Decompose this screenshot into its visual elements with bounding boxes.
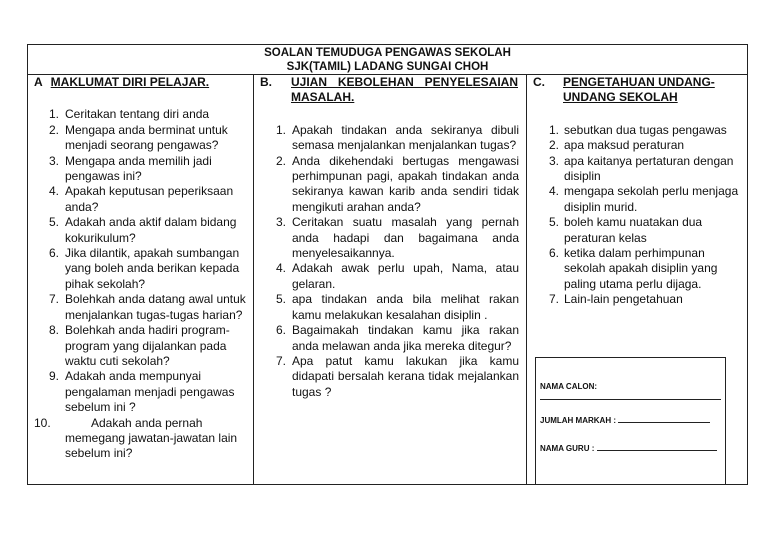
question-text: Adakah anda mempunyai pengalaman menjadi pengawas sebelum ini ? — [65, 369, 235, 415]
question-item — [28, 154, 253, 185]
question-item — [28, 184, 253, 215]
marks-label: JUMLAH MARKAH : — [540, 416, 616, 425]
question-text: Apa patut kamu lakukan jika kamu didapati bersalah kerana tidak mejalankan tugas ? — [292, 353, 519, 399]
school-name: SJK(TAMIL) LADANG SUNGAI CHOH — [286, 61, 489, 73]
question-item — [28, 323, 253, 369]
section-a-column — [28, 75, 254, 484]
question-item — [527, 138, 747, 153]
question-item — [254, 123, 526, 154]
question-text: mengapa sekolah perlu menjaga disiplin murid. — [564, 184, 739, 214]
section-b-column — [254, 75, 527, 484]
question-text: sebutkan dua tugas pengawas — [564, 122, 727, 137]
question-text: Bagaimakah tindakan kamu jika rakan anda melawan anda jika mereka ditegur? — [292, 323, 519, 353]
question-number: 7. — [275, 353, 286, 368]
question-number: 3. — [275, 215, 286, 230]
question-number: 4. — [548, 184, 559, 199]
section-a-letter: A — [34, 75, 43, 89]
question-item — [527, 246, 747, 292]
question-text: Adakah awak perlu upah, Nama, atau gelaran. — [292, 261, 519, 291]
marks-field[interactable] — [618, 415, 710, 423]
sheet-header — [28, 45, 747, 75]
question-item — [254, 354, 526, 400]
question-item — [28, 107, 253, 122]
question-number: 6. — [48, 246, 59, 261]
question-number: 9. — [48, 369, 59, 384]
question-item — [527, 292, 747, 307]
question-text: ketika dalam perhimpunan sekolah apakah disiplin yang paling utama perlu dijaga. — [564, 246, 718, 291]
question-item — [254, 323, 526, 354]
question-item — [254, 154, 526, 216]
question-number: 6. — [275, 323, 286, 338]
candidate-info-box — [535, 357, 726, 485]
question-number: 2. — [548, 138, 559, 153]
question-number: 5. — [548, 215, 559, 230]
question-text: Ceritakan suatu masalah yang pernah anda hadapi dan bagaimana anda menyelesaikannya. — [292, 215, 519, 261]
section-b-heading — [254, 75, 526, 106]
section-a-title: MAKLUMAT DIRI PELAJAR. — [50, 75, 210, 89]
question-number: 2. — [48, 122, 59, 137]
section-c-heading — [527, 75, 747, 106]
question-number: 3. — [548, 153, 559, 168]
question-text: Mengapa anda berminat untuk menjadi seorang pengawas? — [65, 122, 228, 153]
question-item — [527, 215, 747, 246]
section-c-column — [527, 75, 747, 484]
question-text: Apakah keputusan peperiksaan anda? — [65, 184, 234, 214]
question-text: Jika dilantik, apakah sumbangan yang boleh anda berikan kepada pihak sekolah? — [65, 246, 240, 291]
candidate-name-label: NAMA CALON: — [540, 382, 598, 391]
section-b-questions — [254, 123, 526, 400]
question-text: memegang jawatan-jawatan lain sebelum ini? — [65, 430, 238, 461]
question-number: 7. — [48, 292, 59, 307]
section-a-heading — [28, 75, 253, 90]
teacher-field[interactable] — [597, 443, 717, 451]
section-c-letter: C. — [533, 75, 545, 89]
question-text: apa maksud peraturan — [564, 138, 685, 153]
question-number: 3. — [48, 153, 59, 168]
question-text: Mengapa anda memilih jadi pengawas ini? — [65, 153, 212, 184]
question-number: 1. — [48, 107, 59, 122]
teacher-row — [540, 441, 721, 456]
section-b-letter: B. — [260, 75, 272, 89]
question-item — [527, 123, 747, 138]
question-text-first-line: Adakah anda pernah — [91, 415, 203, 430]
question-text: apa tindakan anda bila melihat rakan kamu melakukan kesalahan disiplin . — [292, 292, 519, 322]
question-item — [254, 215, 526, 261]
question-item — [254, 292, 526, 323]
question-number: 5. — [275, 292, 286, 307]
question-text: Anda dikehendaki bertugas mengawasi perhimpunan pagi, apakah tindakan anda sekiranya kawan karib anda sendiri tidak mengikuti arahan anda? — [292, 153, 519, 214]
question-text: Adakah anda aktif dalam bidang kokurikulum? — [65, 215, 237, 245]
question-text: Apakah tindakan anda sekiranya dibuli semasa menjalankan menjalankan tugas? — [292, 122, 519, 153]
question-text: boleh kamu nuatakan dua peraturan kelas — [564, 215, 703, 245]
question-item — [28, 416, 253, 462]
teacher-label: NAMA GURU : — [540, 444, 595, 453]
question-number: 1. — [548, 122, 559, 137]
question-item — [28, 369, 253, 415]
question-item — [28, 123, 253, 154]
section-c-questions — [527, 123, 747, 308]
question-text: Lain-lain pengetahuan — [564, 292, 683, 307]
question-item — [527, 154, 747, 185]
question-number: 1. — [275, 122, 286, 137]
question-number: 2. — [275, 153, 286, 168]
question-text: Ceritakan tentang diri anda — [65, 107, 210, 122]
question-number: 7. — [548, 292, 559, 307]
section-a-questions — [28, 107, 253, 461]
question-number: 6. — [548, 246, 559, 261]
question-item — [527, 184, 747, 215]
question-item — [28, 246, 253, 292]
section-c-title: PENGETAHUAN UNDANG-UNDANG SEKOLAH — [563, 75, 715, 105]
question-text: Bolehkah anda hadiri program-program yang dijalankan pada waktu cuti sekolah? — [65, 323, 230, 368]
question-text: apa kaitanya pertaturan dengan disiplin — [564, 153, 734, 184]
candidate-name-line[interactable] — [540, 399, 721, 400]
sheet-title: SOALAN TEMUDUGA PENGAWAS SEKOLAH — [264, 47, 511, 59]
section-b-title: UJIAN KEBOLEHAN PENYELESAIAN MASALAH. — [291, 75, 518, 105]
question-item — [254, 261, 526, 292]
question-item — [28, 215, 253, 246]
question-number: 5. — [48, 215, 59, 230]
question-number: 4. — [275, 261, 286, 276]
question-number: 10. — [34, 415, 51, 430]
marks-row — [540, 413, 721, 428]
question-text: Bolehkah anda datang awal untuk menjalankan tugas-tugas harian? — [65, 292, 246, 322]
question-number: 8. — [48, 323, 59, 338]
interview-sheet — [27, 44, 748, 485]
question-number: 4. — [48, 184, 59, 199]
question-item — [28, 292, 253, 323]
